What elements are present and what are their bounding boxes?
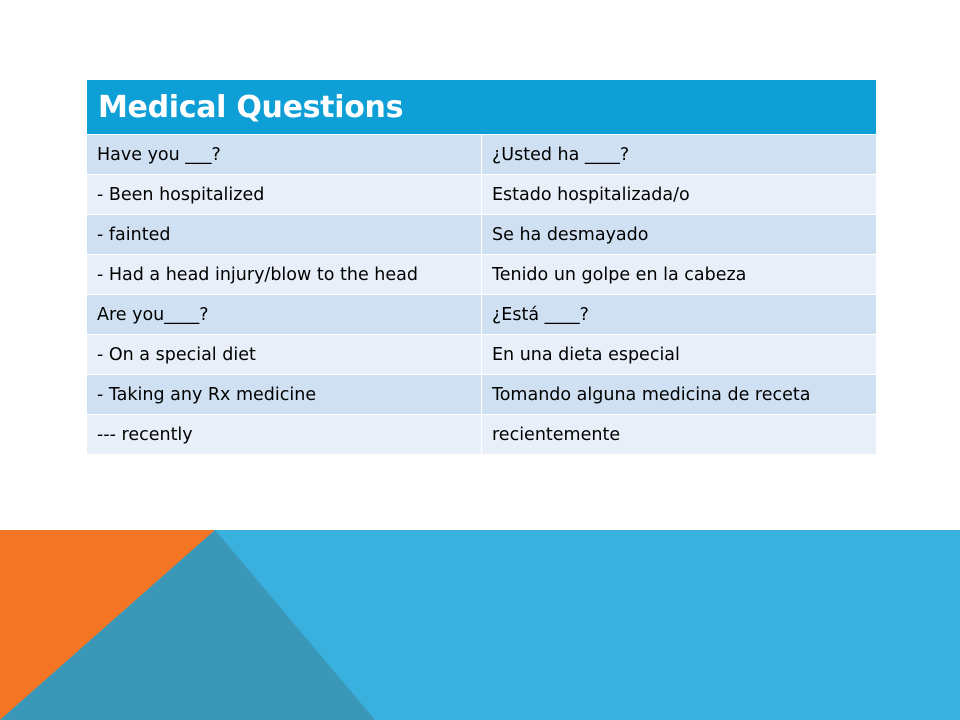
- spanish-cell: Se ha desmayado: [482, 215, 877, 255]
- english-cell: - On a special diet: [87, 335, 482, 375]
- english-cell: - Been hospitalized: [87, 175, 482, 215]
- english-cell: - Taking any Rx medicine: [87, 375, 482, 415]
- table-row: [87, 215, 876, 255]
- english-cell: --- recently: [87, 415, 482, 455]
- spanish-cell: recientemente: [482, 415, 877, 455]
- spanish-cell: ¿Usted ha ____?: [482, 135, 877, 175]
- english-cell: Are you____?: [87, 295, 482, 335]
- table-row: [87, 295, 876, 335]
- table-row: [87, 135, 876, 175]
- medical-questions-table-wrap: [87, 80, 876, 454]
- english-cell: - Had a head injury/blow to the head: [87, 255, 482, 295]
- table-row: [87, 175, 876, 215]
- spanish-cell: En una dieta especial: [482, 335, 877, 375]
- table-title: Medical Questions: [87, 80, 876, 135]
- medical-questions-table: [87, 80, 876, 454]
- table-row: [87, 415, 876, 455]
- english-cell: - fainted: [87, 215, 482, 255]
- spanish-cell: Estado hospitalizada/o: [482, 175, 877, 215]
- table-header-row: [87, 80, 876, 135]
- table-row: [87, 375, 876, 415]
- spanish-cell: ¿Está ____?: [482, 295, 877, 335]
- table-row: [87, 255, 876, 295]
- table-row: [87, 335, 876, 375]
- english-cell: Have you ___?: [87, 135, 482, 175]
- spanish-cell: Tenido un golpe en la cabeza: [482, 255, 877, 295]
- spanish-cell: Tomando alguna medicina de receta: [482, 375, 877, 415]
